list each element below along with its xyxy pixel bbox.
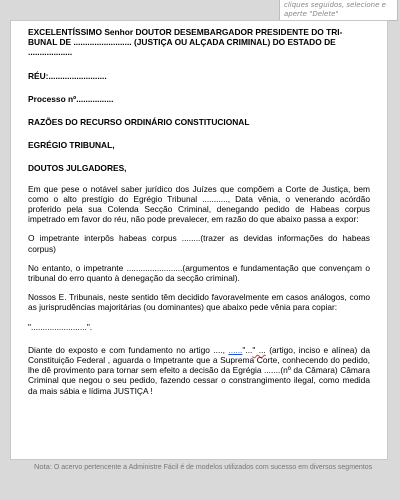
conclusion-part-1: Diante do exposto e com fundamento no artigo ...., bbox=[28, 344, 229, 355]
quote-placeholder: "........................". bbox=[28, 321, 93, 332]
document-title: RAZÕES DO RECURSO ORDINÁRIO CONSTITUCIONAL bbox=[28, 117, 250, 128]
reu-field: RÉU:......................... bbox=[28, 70, 107, 81]
conclusion-link[interactable]: ...... bbox=[228, 344, 243, 355]
note-text: O acervo pertencente a Administre Fácil é de modelos utilizados com sucesso em diversos segmentos bbox=[51, 464, 373, 471]
header-line-2: BUNAL DE ......................... (JUSTIÇA OU ALÇADA CRIMINAL) DO ESTADO DE bbox=[28, 37, 336, 48]
tooltip bbox=[279, 0, 398, 21]
processo-field: Processo nº................ bbox=[28, 93, 114, 104]
header-line-1: EXCELENTÍSSIMO Senhor DOUTOR DESEMBARGADOR PRESIDENTE DO TRI- bbox=[28, 27, 343, 37]
paragraph-arguments: No entanto, o impetrante ........................(argumentos e fundamentação que convençam o tribunal do erro quanto à denegação da secção criminal). bbox=[28, 262, 370, 284]
salutation-tribunal: EGRÉGIO TRIBUNAL, bbox=[28, 140, 115, 151]
paragraph-jurisprudence: Nossos E. Tribunais, neste sentido têm decidido favoravelmente em casos análogos, como as jurisprudências majoritárias (ou dominantes) que abaixo pede vênia para copiar: bbox=[28, 292, 370, 313]
paragraph-intro: Em que pese o notável saber jurídico dos Juízes que compõem a Corte de Justiça, bem como o alto prestígio do Egrégio Tribunal ..........., Data vênia, o venerando acórdão proferido pela sua Colenda Secção Criminal, denegando pedido de Habeas corpus impetrado em favor do réu, não pode prevalecer, em razão do que abaixo passa a expor: bbox=[28, 183, 370, 225]
document-header bbox=[28, 27, 370, 58]
tooltip-line-2: aperte "Delete" bbox=[284, 10, 339, 18]
note-label: Nota: bbox=[34, 462, 52, 471]
salutation-julgadores: DOUTOS JULGADORES, bbox=[28, 163, 127, 174]
conclusion-part-3: " ... bbox=[252, 344, 266, 355]
conclusion-part-2: "... bbox=[242, 344, 253, 355]
footer-note bbox=[34, 462, 398, 471]
tooltip-line-1: cliques seguidos, selecione e bbox=[284, 1, 386, 9]
paragraph-habeas-corpus: O impetrante interpôs habeas corpus ........(trazer as devidas informações do habeas corpus) bbox=[28, 233, 370, 254]
document-page bbox=[10, 20, 388, 460]
header-line-3: ................... bbox=[28, 47, 73, 58]
paragraph-conclusion bbox=[28, 345, 370, 396]
conclusion-part-4: (artigo, inciso e alínea) da Constituição Federal , aguarda o Impetrante que a Suprema Corte, conhecendo do pedido, lhe dê provimento para tornar sem efeito a decisão da Egrégia .......(nº da Câmara) Câmara Criminal que negou o seu pedido, fazendo cessar o constrangimento ilegal, como medida da mais sábia e lídima JUSTIÇA ! bbox=[28, 344, 371, 396]
